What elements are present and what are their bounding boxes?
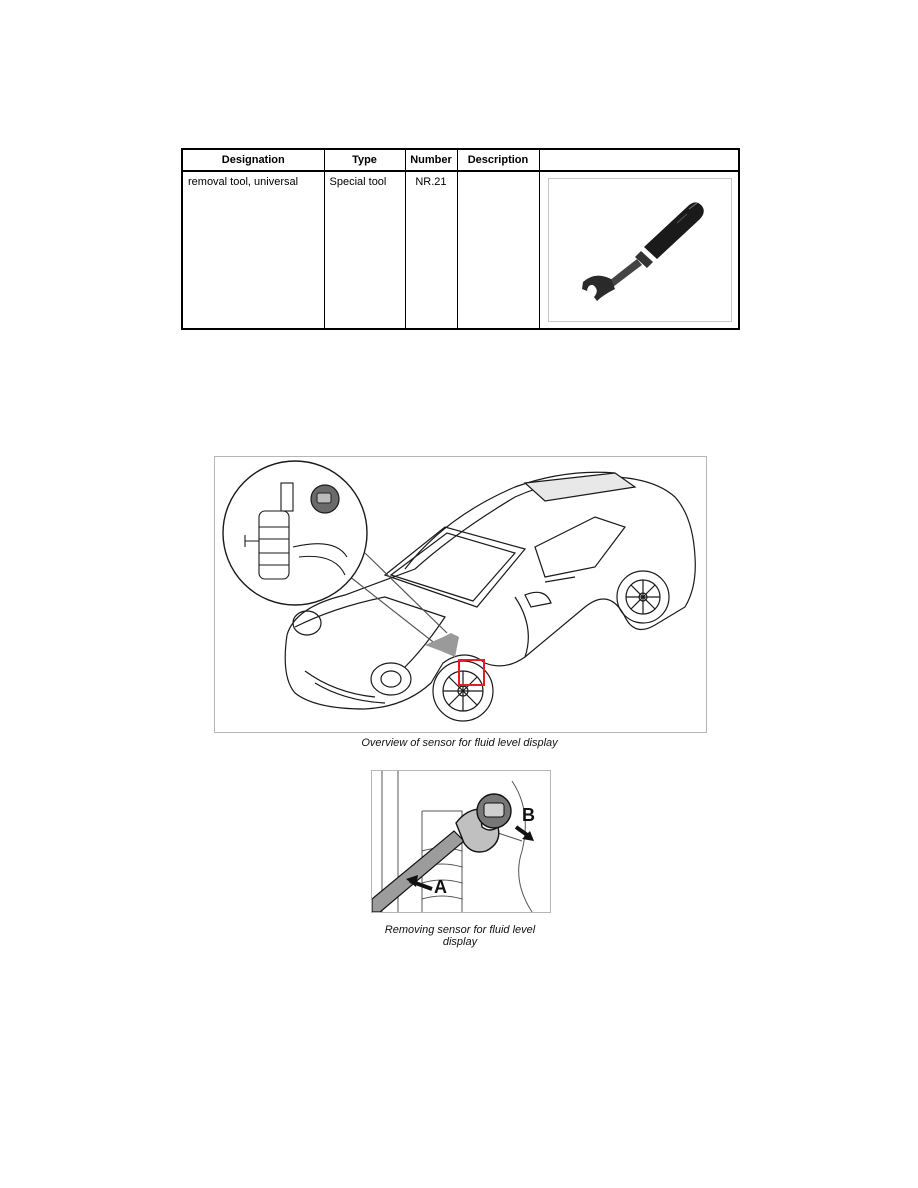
cell-number: NR.21 — [405, 171, 457, 329]
removing-caption-line2: display — [442, 936, 478, 948]
header-image — [539, 149, 739, 171]
overview-caption: Overview of sensor for fluid level display — [361, 737, 558, 749]
special-tools-table — [181, 148, 740, 330]
header-type: Type — [324, 149, 405, 171]
overview-figure — [214, 456, 707, 733]
cell-designation: removal tool, universal — [182, 171, 324, 329]
table-row — [182, 171, 739, 329]
table-header-row — [182, 149, 739, 171]
header-designation: Designation — [182, 149, 324, 171]
removal-tool-icon — [549, 179, 731, 321]
cell-type: Special tool — [324, 171, 405, 329]
cell-tool-image — [539, 171, 739, 329]
cell-description — [457, 171, 539, 329]
label-b: B — [522, 805, 535, 825]
header-number: Number — [405, 149, 457, 171]
car-overview-illustration — [215, 457, 706, 732]
tool-image-frame — [548, 178, 732, 322]
header-description: Description — [457, 149, 539, 171]
removing-caption — [360, 924, 560, 948]
sensor-removal-illustration — [372, 771, 550, 912]
removing-figure — [371, 770, 551, 913]
label-a: A — [434, 877, 447, 897]
removing-caption-line1: Removing sensor for fluid level — [384, 924, 536, 936]
